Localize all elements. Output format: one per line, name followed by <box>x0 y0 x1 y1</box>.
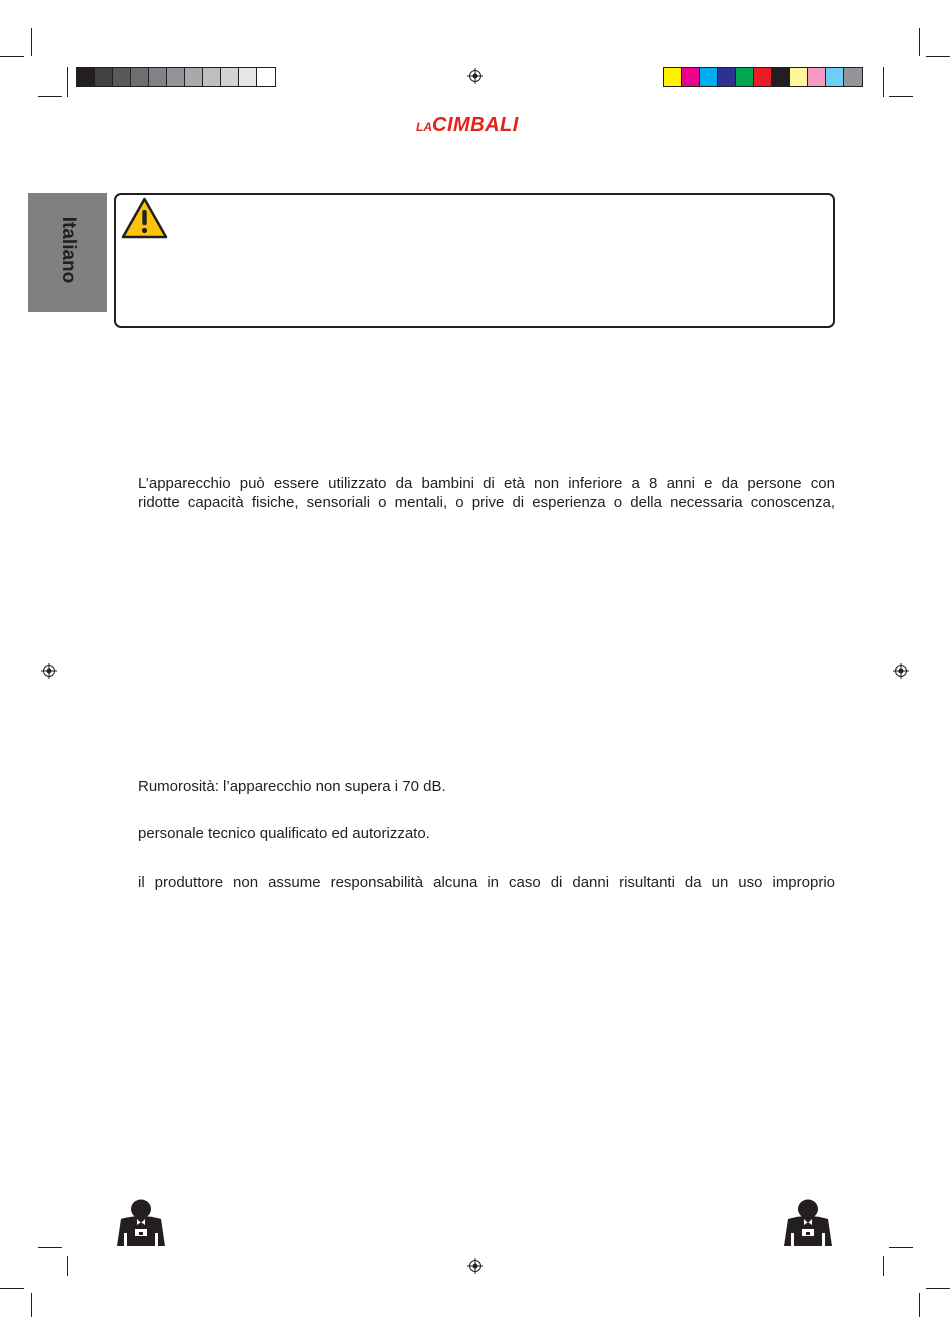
registration-mark-icon <box>467 68 483 84</box>
paragraph-line: L’apparecchio può essere utilizzato da bambini di età non inferiore a 8 anni e da persone con <box>138 475 835 492</box>
color-swatch <box>664 68 682 86</box>
paragraph-line: il produttore non assume responsabilità alcuna in caso di danni risultanti da un uso improprio <box>138 874 835 891</box>
color-swatch <box>700 68 718 86</box>
color-swatch <box>167 68 185 86</box>
barista-icon <box>115 1199 167 1247</box>
color-swatch <box>257 68 275 86</box>
color-swatch <box>113 68 131 86</box>
color-swatch <box>754 68 772 86</box>
color-swatch <box>185 68 203 86</box>
color-swatch <box>203 68 221 86</box>
color-swatch <box>844 68 862 86</box>
color-swatch <box>77 68 95 86</box>
color-swatch <box>718 68 736 86</box>
logo-prefix: LA <box>416 120 432 134</box>
paragraph-line: ridotte capacità fisiche, sensoriali o mentali, o prive di esperienza o della necessaria conoscenza, <box>138 494 835 511</box>
brand-logo <box>416 114 536 142</box>
registration-mark-icon <box>467 1258 483 1274</box>
color-swatch <box>221 68 239 86</box>
color-calibration-strip <box>663 67 863 87</box>
paragraph: Rumorosità: l’apparecchio non supera i 70 dB. <box>138 778 446 795</box>
color-swatch <box>682 68 700 86</box>
warning-triangle-icon <box>121 197 168 239</box>
color-swatch <box>736 68 754 86</box>
registration-mark-icon <box>893 663 909 679</box>
color-swatch <box>239 68 257 86</box>
color-swatch <box>826 68 844 86</box>
color-swatch <box>149 68 167 86</box>
color-swatch <box>95 68 113 86</box>
language-label: Italiano <box>58 216 79 284</box>
color-swatch <box>790 68 808 86</box>
barista-icon <box>782 1199 834 1247</box>
registration-mark-icon <box>41 663 57 679</box>
color-swatch <box>808 68 826 86</box>
gray-calibration-strip <box>76 67 276 87</box>
paragraph: personale tecnico qualificato ed autorizzato. <box>138 825 430 842</box>
warning-box <box>114 193 835 328</box>
color-swatch <box>772 68 790 86</box>
logo-name: CIMBALI <box>432 114 519 136</box>
color-swatch <box>131 68 149 86</box>
